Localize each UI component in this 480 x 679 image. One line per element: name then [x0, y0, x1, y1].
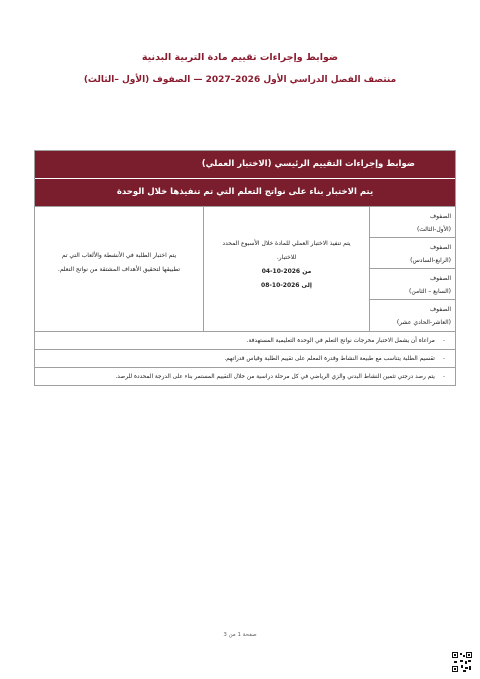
- grade-range: (الأول-الثالث): [416, 226, 451, 233]
- grade-label: الصفوف: [429, 244, 451, 251]
- note-bullet: -: [442, 337, 445, 344]
- page-number: صفحة 1 من 3: [223, 632, 257, 638]
- note-bullet: -: [442, 355, 445, 362]
- document-subtitle: منتصف الفصل الدراسي الأول 2026–2027 — الصفوف (الأول –الثالث): [83, 75, 397, 85]
- schedule-column: [203, 207, 369, 331]
- section-title: ضوابط وإجراءات التقييم الرئيسي (الاختبار العملي): [35, 151, 455, 179]
- description-column: [35, 207, 203, 331]
- grades-column: [369, 207, 455, 331]
- section-subheading: يتم الاختبار بناء على نواتج التعلم التي تم تنفيذها خلال الوحدة: [35, 179, 455, 206]
- evaluation-table: [34, 150, 456, 386]
- grade-range: (السابع – الثامن): [409, 288, 451, 295]
- note-row: [35, 349, 455, 367]
- qr-code-icon: [452, 652, 472, 672]
- table-body: [35, 206, 455, 331]
- description-line: تطبيقها لتحقيق الأهداف المشتقة من نواتج التعلم.: [57, 266, 181, 273]
- grade-label: الصفوف: [429, 213, 451, 220]
- grade-cell: [370, 207, 455, 238]
- grade-label: الصفوف: [429, 306, 451, 313]
- grade-range: (العاشر-الحادي عشر): [396, 319, 451, 326]
- schedule-line: للاختبار.: [276, 254, 297, 261]
- grade-cell: [370, 269, 455, 300]
- note-text: تقسيم الطلبة يتناسب مع طبيعة النشاط وقدرة المعلم على تقييم الطلبة وقياس قدراتهم.: [224, 355, 435, 362]
- schedule-line: يتم تنفيذ الاختبار العملي للمادة خلال الأسبوع المحدد: [222, 240, 351, 247]
- note-bullet: -: [442, 373, 445, 380]
- note-row: [35, 331, 455, 349]
- grade-cell: [370, 238, 455, 269]
- document-title: ضوابط وإجراءات تقييم مادة التربية البدنية: [141, 52, 339, 63]
- grade-cell: [370, 300, 455, 331]
- grade-range: (الرابع-السادس): [410, 257, 451, 264]
- grade-label: الصفوف: [429, 275, 451, 282]
- description-line: يتم اختبار الطلبة في الأنشطة والألعاب التي تم: [61, 252, 177, 259]
- note-text: مراعاة أن يشمل الاختبار مخرجات نواتج التعلم في الوحدة التعليمية المستهدفة.: [246, 337, 435, 344]
- schedule-to-date: إلى 2026-10-08: [261, 282, 312, 289]
- note-text: يتم رصد درجتي تثمين النشاط البدني والزي الرياضي في كل مرحلة دراسية من خلال التقييم المستمر بناء على الدرجة المحددة للرصد.: [115, 373, 435, 380]
- schedule-from-date: من 2026-10-04: [261, 268, 312, 275]
- note-row: [35, 367, 455, 385]
